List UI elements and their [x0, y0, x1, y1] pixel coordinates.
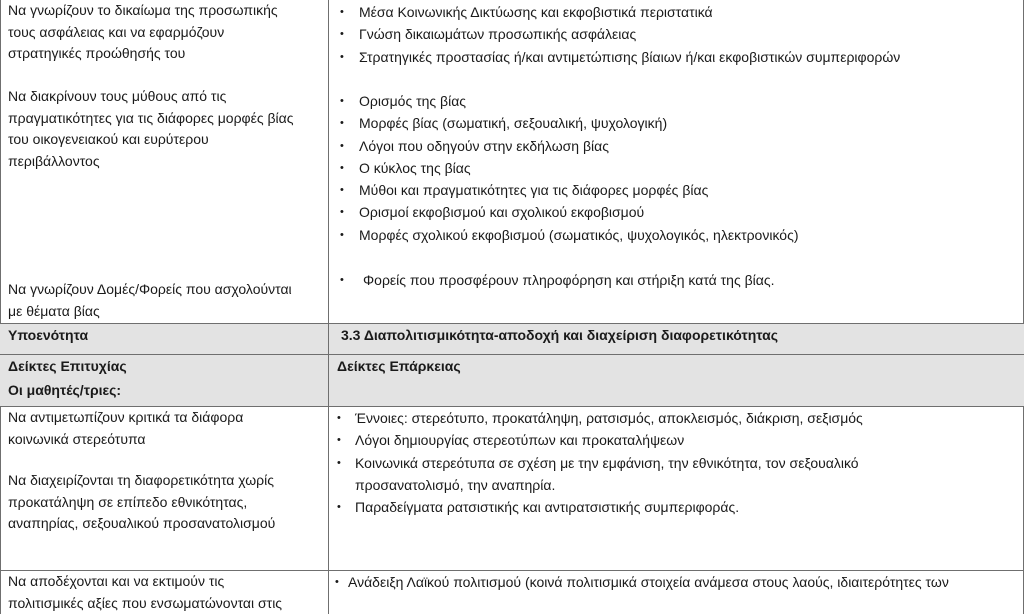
indicator-paragraph: Να γνωρίζουν Δομές/Φορείς που ασχολούνται με θέματα βίας: [8, 281, 292, 319]
indicator-paragraph: Να διαχειρίζονται τη διαφορετικότητα χωρίς προκατάληψη σε επίπεδο εθνικότητας, αναπηρίας, σεξουαλικού προσανατολισμού: [8, 472, 276, 531]
list-item: • Στρατηγικές προστασίας ή/και αντιμετώπισης βίαιων ή/και εκφοβιστικών συμπεριφορών: [340, 48, 901, 65]
success-indicators-cell: [0, 0, 329, 323]
competence-indicators-header-cell: [329, 355, 1024, 406]
indicator-paragraph: Να γνωρίζουν το δικαίωμα της προσωπικής τους ασφάλειας και να εφαρμόζουν στρατηγικές προώθησής του: [8, 2, 278, 61]
subunit-row: [0, 323, 1024, 354]
list-item: • Λόγοι δημιουργίας στερεοτύπων και προκαταλήψεων: [337, 432, 685, 449]
subunit-label-cell: [0, 324, 329, 354]
subunit-title: 3.3 Διαπολιτισμικότητα-αποδοχή και διαχείριση διαφορετικότητας: [341, 327, 778, 343]
bullet-list: [329, 407, 1019, 518]
bullet-list: [329, 90, 1019, 246]
indicator-paragraph: Να αντιμετωπίζουν κριτικά τα διάφορα κοινωνικά στερεότυπα: [8, 409, 244, 447]
list-item: • Μέσα Κοινωνικής Δικτύωσης και εκφοβιστικά περιστατικά: [340, 4, 713, 20]
list-item: • Ο κύκλος της βίας: [340, 159, 471, 176]
list-item: • Μύθοι και πραγματικότητες για τις διάφορες μορφές βίας: [340, 182, 709, 199]
list-item: • Φορείς που προσφέρουν πληροφόρηση και στήριξη κατά της βίας.: [340, 272, 775, 288]
indicator-paragraph: Να διακρίνουν τους μύθους από τις πραγματικότητες για τις διάφορες μορφές βίας του οικογενειακού και ευρύτερου περιβάλλοντος: [8, 88, 294, 169]
list-item: • Κοινωνικά στερεότυπα σε σχέση με την εμφάνιση, την εθνικότητα, τον σεξουαλικό προσανατολισμό, την αναπηρία.: [337, 454, 859, 493]
competence-indicators-cell: [329, 571, 1024, 614]
success-indicators-heading: Δείκτες Επιτυχίας: [8, 358, 127, 374]
list-item: • Ορισμός της βίας: [340, 93, 467, 109]
subunit-label: Υποενότητα: [8, 327, 89, 343]
indicator-paragraph: Να αποδέχονται και να εκτιμούν τις πολιτισμικές αξίες που ενσωματώνονται στις: [8, 573, 283, 611]
list-item: • Ανάδειξη Λαϊκού πολιτισμού (κοινά πολιτισμικά στοιχεία ανάμεσα στους λαούς, ιδιαιτερότητες των: [335, 574, 949, 590]
list-item: • Λόγοι που οδηγούν στην εκδήλωση βίας: [340, 137, 609, 154]
bullet-list: [329, 1, 1019, 68]
list-item: • Γνώση δικαιωμάτων προσωπικής ασφάλειας: [340, 26, 637, 43]
list-item: • Παραδείγματα ρατσιστικής και αντιρατσιστικής συμπεριφοράς.: [337, 499, 740, 516]
bullet-list: [329, 571, 1019, 593]
list-item: • Μορφές σχολικού εκφοβισμού (σωματικός, ψυχολογικός, ηλεκτρονικός): [340, 226, 799, 243]
list-item: • Έννοιες: στερεότυπο, προκατάληψη, ρατσισμός, αποκλεισμός, διάκριση, σεξισμός: [337, 410, 863, 426]
table-row-folk-culture: [0, 570, 1024, 614]
bullet-list: [329, 269, 1019, 291]
success-indicators-cell: [0, 571, 329, 614]
success-indicators-cell: [0, 407, 329, 570]
list-item: • Ορισμοί εκφοβισμού και σχολικού εκφοβισμού: [340, 204, 645, 221]
list-item: • Μορφές βίας (σωματική, σεξουαλική, ψυχολογική): [340, 115, 668, 132]
subunit-title-cell: [329, 324, 1024, 354]
indicators-header-row: [0, 354, 1024, 406]
competence-indicators-heading: Δείκτες Επάρκειας: [337, 358, 461, 374]
competence-indicators-cell: [329, 407, 1024, 570]
success-indicators-header-cell: [0, 355, 329, 406]
competence-indicators-cell: [329, 0, 1024, 323]
students-label: Οι μαθητές/τριες:: [8, 382, 122, 398]
table-row-stereotypes: [0, 406, 1024, 570]
